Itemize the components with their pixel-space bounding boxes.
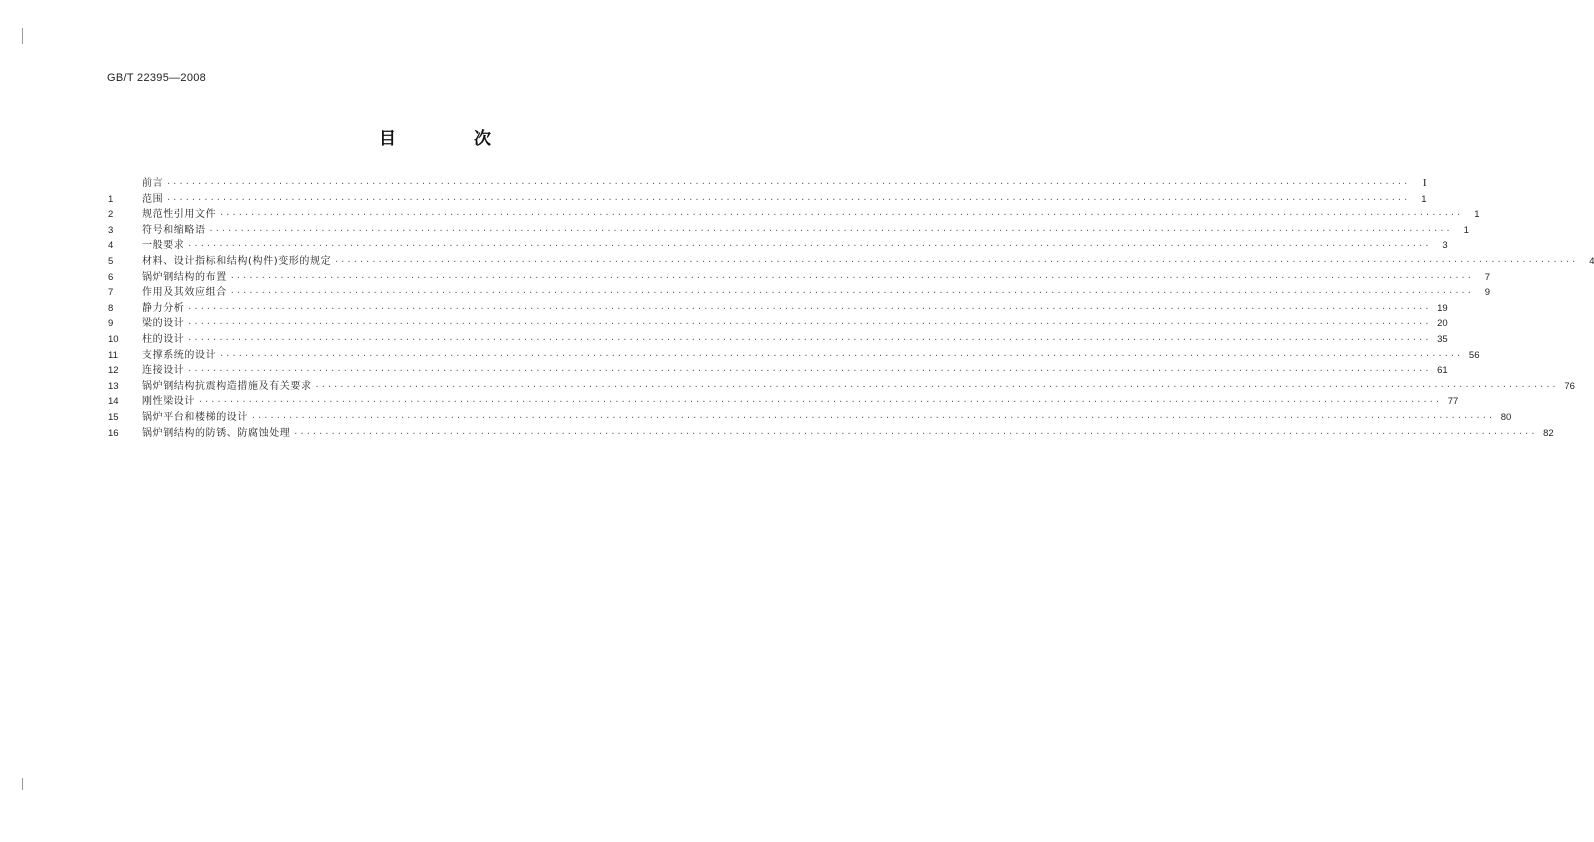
toc-entry[interactable] bbox=[108, 348, 1480, 364]
toc-entry-number: 12 bbox=[108, 365, 119, 377]
toc-entry-label: 范围 bbox=[142, 193, 164, 205]
toc-entry-number: 5 bbox=[108, 255, 114, 267]
toc-entry-page: 3 bbox=[1442, 240, 1448, 252]
toc-entry-label: 锅炉钢结构抗震构造措施及有关要求 bbox=[142, 380, 312, 392]
toc-entry-page: 61 bbox=[1437, 365, 1448, 377]
toc-leader-dots: ········································································································································································································ bbox=[187, 366, 1431, 376]
toc-entry-page: 7 bbox=[1484, 271, 1491, 283]
toc-entry-label: 前言 bbox=[142, 178, 164, 189]
toc-leader-dots: ········································································································································································································ bbox=[219, 350, 1463, 360]
toc-leader-dots: ········································································································································································································ bbox=[219, 210, 1463, 220]
toc-entry-label: 柱的设计 bbox=[142, 333, 185, 345]
toc-entry-number: 7 bbox=[108, 287, 114, 299]
toc-entry[interactable] bbox=[108, 316, 1448, 332]
toc-entry[interactable] bbox=[108, 285, 1491, 301]
toc-entry-page: 56 bbox=[1468, 349, 1480, 361]
toc-entry-page: 80 bbox=[1500, 411, 1512, 423]
table-of-contents bbox=[108, 176, 1594, 441]
toc-entry-label: 梁的设计 bbox=[142, 318, 185, 330]
toc-entry[interactable] bbox=[108, 176, 1427, 192]
toc-entry-number: 6 bbox=[108, 271, 114, 283]
toc-entry-label: 规范性引用文件 bbox=[142, 209, 217, 221]
toc-leader-dots: ········································································································································································································ bbox=[187, 319, 1431, 329]
toc-entry-page: 20 bbox=[1437, 318, 1448, 330]
toc-entry[interactable] bbox=[108, 301, 1448, 317]
toc-entry-label: 作用及其效应组合 bbox=[142, 287, 227, 299]
toc-leader-dots: ········································································································································································································ bbox=[229, 288, 1474, 298]
scan-edge-mark-bottom bbox=[22, 778, 23, 790]
toc-entry-label: 支撑系统的设计 bbox=[142, 349, 217, 361]
toc-entry-page: 35 bbox=[1437, 333, 1448, 345]
toc-entry-label: 连接设计 bbox=[142, 365, 185, 377]
toc-entry-label: 锅炉钢结构的防锈、防腐蚀处理 bbox=[142, 427, 291, 439]
toc-entry-number: 2 bbox=[108, 209, 114, 221]
toc-entry-page: 77 bbox=[1447, 396, 1459, 408]
toc-entry[interactable] bbox=[108, 207, 1480, 223]
toc-entry-number: 3 bbox=[108, 224, 114, 236]
toc-entry-page: 4 bbox=[1589, 255, 1594, 267]
toc-entry-page: 76 bbox=[1564, 380, 1575, 392]
toc-entry[interactable] bbox=[108, 394, 1459, 410]
toc-entry-page: 1 bbox=[1463, 224, 1469, 236]
toc-entry-label: 一般要求 bbox=[142, 240, 185, 252]
toc-entry[interactable] bbox=[108, 410, 1512, 426]
toc-leader-dots: ········································································································································································································ bbox=[187, 241, 1431, 251]
scan-edge-mark-top bbox=[22, 28, 23, 44]
standard-number bbox=[107, 72, 206, 84]
toc-leader-dots: ········································································································································································································ bbox=[229, 272, 1474, 282]
toc-entry-number: 10 bbox=[108, 333, 119, 345]
toc-leader-dots: ········································································································································································································ bbox=[187, 303, 1431, 313]
toc-entry-page: I bbox=[1422, 177, 1427, 189]
toc-entry[interactable] bbox=[108, 270, 1491, 286]
toc-leader-dots: ········································································································································································································ bbox=[187, 334, 1431, 344]
toc-entry-number: 4 bbox=[108, 240, 114, 252]
toc-entry-number: 8 bbox=[108, 302, 114, 314]
toc-entry-label: 静力分析 bbox=[142, 302, 185, 314]
toc-entry[interactable] bbox=[108, 238, 1448, 254]
toc-entry[interactable] bbox=[108, 332, 1448, 348]
toc-entry-page: 1 bbox=[1474, 209, 1480, 221]
toc-entry-number: 15 bbox=[108, 411, 119, 423]
toc-entry-number: 16 bbox=[108, 427, 119, 439]
toc-entry[interactable] bbox=[108, 254, 1594, 270]
toc-entry-number: 1 bbox=[108, 193, 114, 205]
standard-number-text: GB/T 22395—2008 bbox=[107, 72, 207, 84]
toc-entry[interactable] bbox=[108, 379, 1575, 395]
toc-entry-number: 14 bbox=[108, 396, 119, 408]
toc-entry-label: 锅炉平台和楼梯的设计 bbox=[142, 411, 248, 423]
toc-entry-number: 11 bbox=[108, 349, 118, 361]
toc-title: 目 次 bbox=[379, 129, 527, 149]
toc-entry-label: 材料、设计指标和结构(构件)变形的规定 bbox=[142, 255, 332, 267]
toc-entry-label: 锅炉钢结构的布置 bbox=[142, 271, 227, 283]
toc-entry-label: 刚性梁设计 bbox=[142, 396, 195, 408]
toc-entry[interactable] bbox=[108, 363, 1448, 379]
toc-leader-dots: ········································································································································································································ bbox=[166, 179, 1410, 188]
toc-leader-dots: ········································································································································································································ bbox=[208, 225, 1452, 235]
toc-entry[interactable] bbox=[108, 192, 1427, 208]
toc-entry-number: 13 bbox=[108, 380, 119, 392]
toc-leader-dots: ········································································································································································································ bbox=[251, 412, 1495, 422]
toc-leader-dots: ········································································································································································································ bbox=[198, 397, 1442, 407]
toc-entry-page: 9 bbox=[1484, 287, 1491, 299]
toc-entry-page: 19 bbox=[1437, 302, 1448, 314]
toc-entry-label: 符号和缩略语 bbox=[142, 224, 206, 236]
toc-leader-dots: ········································································································································································································ bbox=[334, 256, 1578, 266]
toc-leader-dots: ········································································································································································································ bbox=[166, 194, 1410, 204]
toc-leader-dots: ········································································································································································································ bbox=[293, 428, 1537, 438]
toc-entry-number: 9 bbox=[108, 318, 114, 330]
toc-leader-dots: ········································································································································································································ bbox=[314, 381, 1558, 391]
toc-entry[interactable] bbox=[108, 223, 1469, 239]
toc-entry-page: 82 bbox=[1543, 427, 1554, 439]
toc-entry-page: 1 bbox=[1421, 193, 1427, 205]
toc-entry[interactable] bbox=[108, 426, 1554, 442]
